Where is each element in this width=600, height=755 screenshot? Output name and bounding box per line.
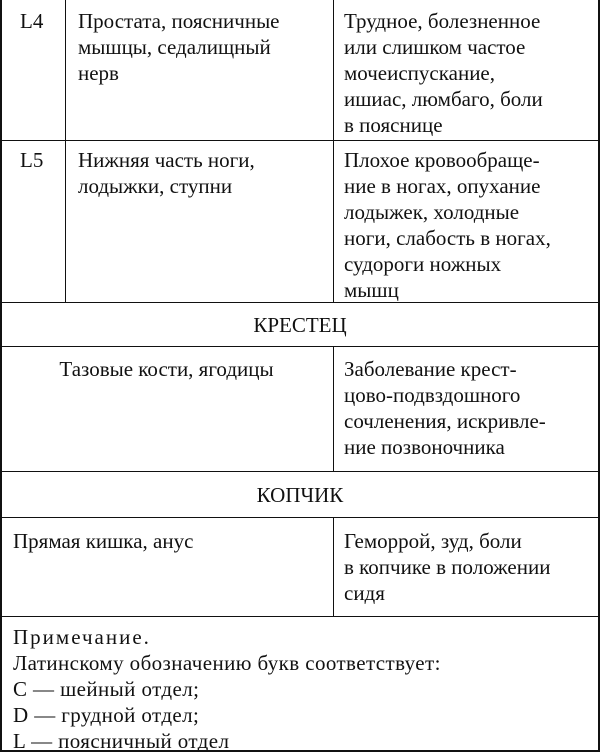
text-line: или слишком частое	[344, 35, 526, 59]
text-line: Нижняя часть ноги,	[78, 148, 255, 172]
section-heading-coccyx: КОПЧИК	[256, 483, 344, 507]
text-line: в пояснице	[344, 113, 443, 137]
footnote-title: Примечание.	[13, 625, 151, 649]
text-line: сочленения, искривле-	[344, 409, 546, 433]
text-line: мочеиспускание,	[344, 61, 495, 85]
footnote-line: L — поясничный отдел	[13, 729, 230, 753]
text-line: ишиас, люмбаго, боли	[344, 87, 543, 111]
text-line: Геморрой, зуд, боли	[344, 529, 522, 553]
row-divider	[0, 517, 600, 518]
text-line: Трудное, болезненное	[344, 9, 541, 33]
vertebra-code: L4	[20, 9, 44, 33]
column-divider	[333, 346, 334, 471]
text-line: ние в ногах, опухание	[344, 174, 541, 198]
text-line: судороги ножных	[344, 252, 502, 276]
footnote-line: C — шейный отдел;	[13, 677, 200, 701]
row-divider	[0, 140, 600, 141]
text-line: ние позвоночника	[344, 435, 505, 459]
text-line: мышцы, седалищный	[78, 35, 271, 59]
symptoms-cell	[344, 528, 550, 606]
text-line: сидя	[344, 581, 385, 605]
organs-cell	[78, 8, 280, 86]
section-heading-sacrum: КРЕСТЕЦ	[253, 313, 347, 337]
footnote-line: D — грудной отдел;	[13, 703, 200, 727]
row-divider	[0, 616, 600, 617]
text-line: Простата, поясничные	[78, 9, 280, 33]
text-line: нерв	[78, 61, 119, 85]
column-divider	[333, 0, 334, 302]
column-divider	[65, 0, 66, 302]
text-line: мышц	[344, 278, 399, 302]
column-divider	[333, 517, 334, 616]
symptoms-cell	[344, 356, 546, 460]
symptoms-cell	[344, 8, 543, 138]
symptoms-cell	[344, 147, 551, 303]
vertebra-code: L5	[20, 148, 44, 172]
text-line: в копчике в положении	[344, 555, 551, 579]
organs-cell: Прямая кишка, анус	[13, 529, 194, 553]
text-line: Плохое кровообраще-	[344, 148, 540, 172]
text-line: лодыжки, ступни	[78, 174, 233, 198]
text-line: цово-подвздошного	[344, 383, 521, 407]
footnote	[13, 624, 441, 754]
text-line: Заболевание крест-	[344, 357, 517, 381]
row-divider	[0, 346, 600, 347]
organs-cell: Тазовые кости, ягодицы	[59, 357, 274, 381]
row-divider	[0, 471, 600, 472]
footnote-line: Латинскому обозначению букв соответствует:	[13, 651, 441, 675]
organs-cell	[78, 147, 255, 199]
text-line: лодыжек, холодные	[344, 200, 520, 224]
text-line: ноги, слабость в ногах,	[344, 226, 551, 250]
